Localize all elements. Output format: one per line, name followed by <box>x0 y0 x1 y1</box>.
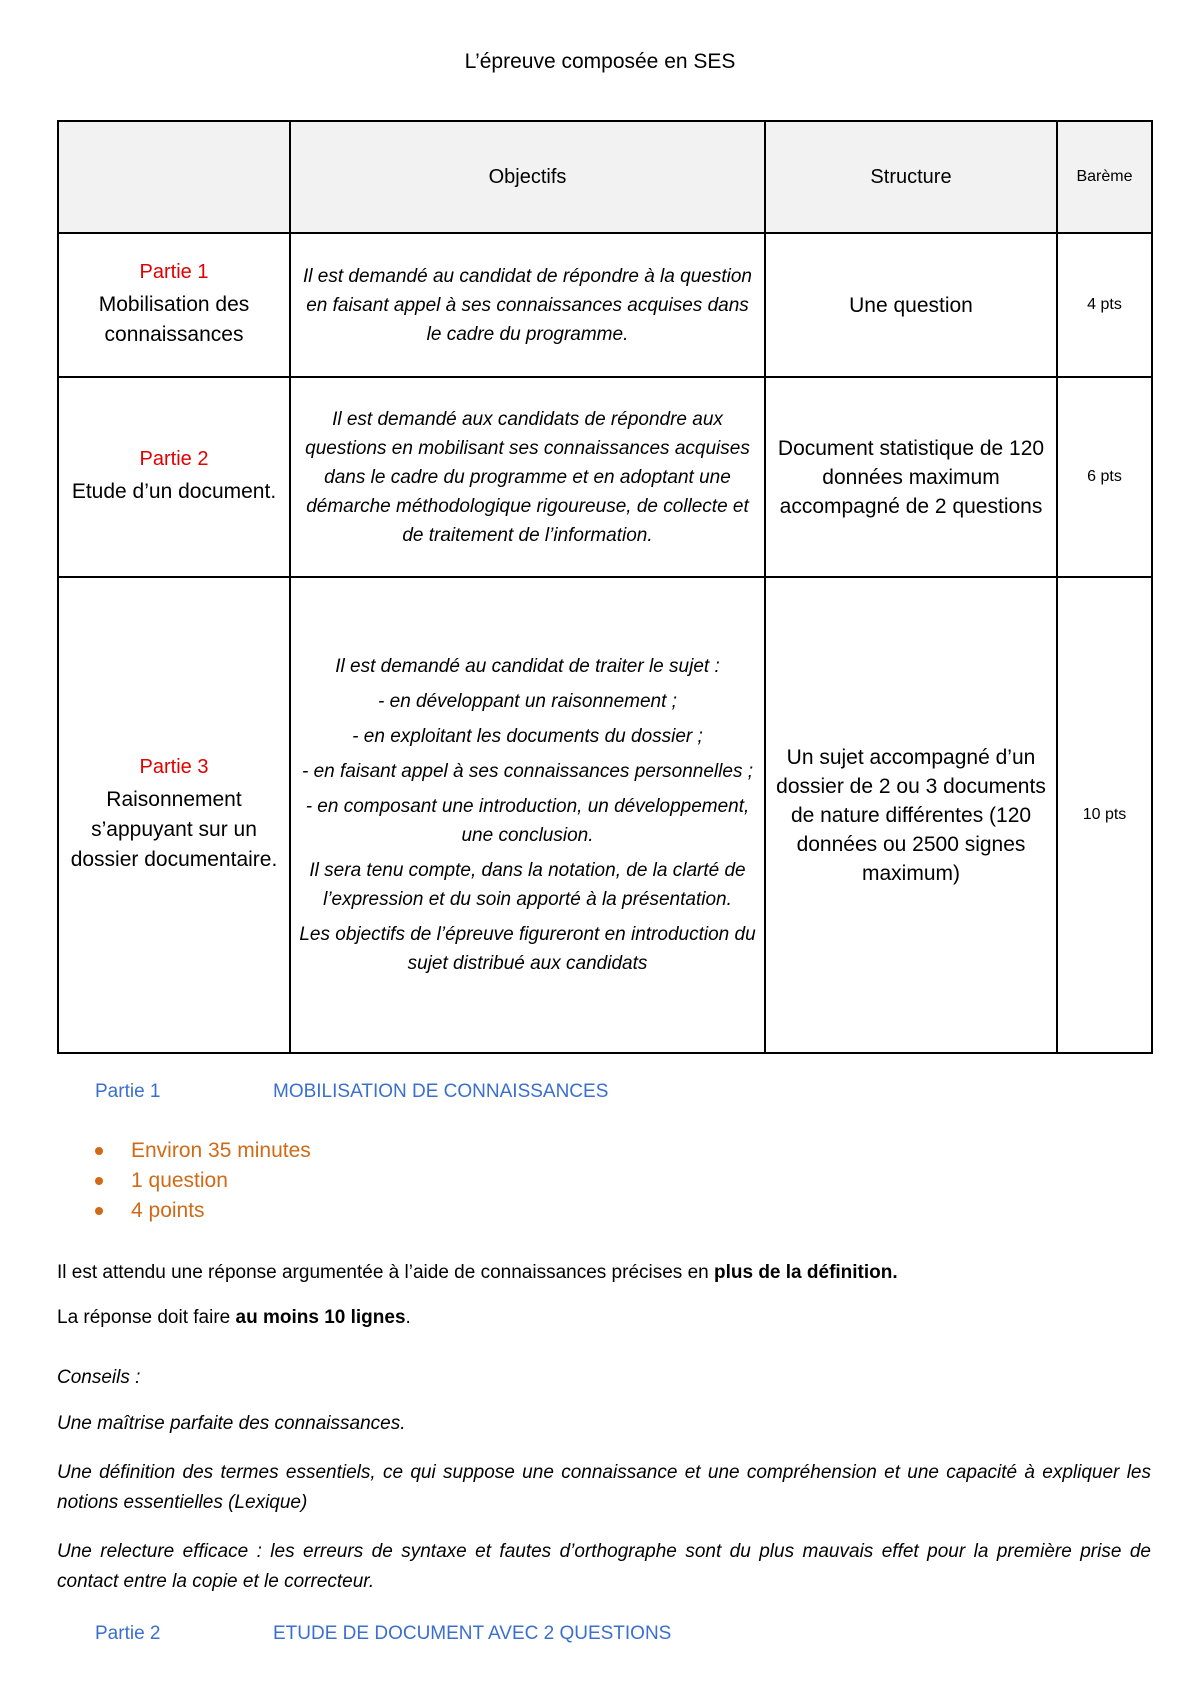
advice-item: Une relecture efficace : les erreurs de syntaxe et fautes d’orthographe sont du plus mauvais effet pour la première prise de contact entre la copie et le correcteur. <box>57 1541 1151 1592</box>
objective-text: - en développant un raisonnement ; <box>378 691 677 712</box>
paragraph-end: . <box>405 1307 411 1328</box>
objective-text: Les objectifs de l’épreuve figureront en introduction du sujet distribué aux candidats <box>299 924 756 974</box>
objectives-cell <box>290 577 765 1053</box>
page-title: L’épreuve composée en SES <box>464 50 736 73</box>
list-item: Environ 35 minutes <box>95 1136 311 1166</box>
list-item: 4 points <box>95 1196 311 1226</box>
table-row <box>58 233 1152 377</box>
structure-cell: Document statistique de 120 données maximum accompagné de 2 questions <box>765 377 1057 577</box>
part-description: Mobilisation des connaissances <box>98 292 250 346</box>
objective-text: Il sera tenu compte, dans la notation, de la clarté de l’expression et du soin apporté à la présentation. <box>309 860 746 910</box>
part-label: Partie 2 <box>139 447 209 470</box>
part-cell <box>58 377 290 577</box>
paragraph-attendu <box>57 1258 1151 1288</box>
part-description: Raisonnement s’appuyant sur un dossier documentaire. <box>70 787 278 871</box>
objective-text: Il est demandé au candidat de répondre à la question en faisant appel à ses connaissances acquises dans le cadre du programme. <box>303 265 752 345</box>
table-header-row <box>58 121 1152 233</box>
objective-text: Il est demandé aux candidats de répondre aux questions en mobilisant ses connaissances acquises dans le cadre du programme et en adoptant une démarche méthodologique rigoureuse, de collecte et de traitement de l’information. <box>305 408 750 546</box>
objectives-cell <box>290 377 765 577</box>
objective-text: - en exploitant les documents du dossier ; <box>352 726 703 747</box>
advice-item: Une définition des termes essentiels, ce qui suppose une connaissance et une compréhension et une capacité à expliquer les notions essentielles (Lexique) <box>57 1462 1151 1513</box>
header-empty-cell <box>58 121 290 233</box>
advice-item: Une maîtrise parfaite des connaissances. <box>57 1413 406 1434</box>
structure-cell: Une question <box>765 233 1057 377</box>
part-label: Partie 1 <box>139 260 209 283</box>
part-label: Partie 3 <box>139 755 209 778</box>
table-row <box>58 377 1152 577</box>
part-cell <box>58 233 290 377</box>
part-description: Etude d’un document. <box>71 479 277 503</box>
exam-table <box>57 120 1153 1054</box>
header-bareme: Barème <box>1057 121 1152 233</box>
points-cell: 6 pts <box>1057 377 1152 577</box>
objective-text: Il est demandé au candidat de traiter le sujet : <box>335 656 720 677</box>
table-row <box>58 577 1152 1053</box>
section-number: Partie 2 <box>95 1623 161 1644</box>
advice-heading: Conseils : <box>57 1367 141 1388</box>
facts-list <box>95 1136 311 1226</box>
paragraph-emphasis: au moins 10 lignes <box>235 1307 406 1328</box>
paragraph-text: Il est attendu une réponse argumentée à l’aide de connaissances précises en <box>57 1262 714 1283</box>
section-heading-partie-1 <box>95 1081 608 1103</box>
section-heading-partie-2 <box>95 1623 671 1645</box>
objectives-cell <box>290 233 765 377</box>
section-title: MOBILISATION DE CONNAISSANCES <box>273 1081 609 1102</box>
paragraph-emphasis: plus de la définition. <box>713 1262 898 1283</box>
points-cell: 10 pts <box>1057 577 1152 1053</box>
paragraph-longueur <box>57 1303 1151 1333</box>
header-structure: Structure <box>765 121 1057 233</box>
section-title: ETUDE DE DOCUMENT AVEC 2 QUESTIONS <box>273 1623 672 1644</box>
points-cell: 4 pts <box>1057 233 1152 377</box>
header-objectifs: Objectifs <box>290 121 765 233</box>
objective-text: - en composant une introduction, un développement, une conclusion. <box>305 796 750 846</box>
structure-cell: Un sujet accompagné d’un dossier de 2 ou 3 documents de nature différentes (120 données ou 2500 signes maximum) <box>765 577 1057 1053</box>
list-item: 1 question <box>95 1166 311 1196</box>
objective-text: - en faisant appel à ses connaissances personnelles ; <box>302 761 753 782</box>
part-cell <box>58 577 290 1053</box>
section-number: Partie 1 <box>95 1081 161 1102</box>
paragraph-text: La réponse doit faire <box>57 1307 236 1328</box>
